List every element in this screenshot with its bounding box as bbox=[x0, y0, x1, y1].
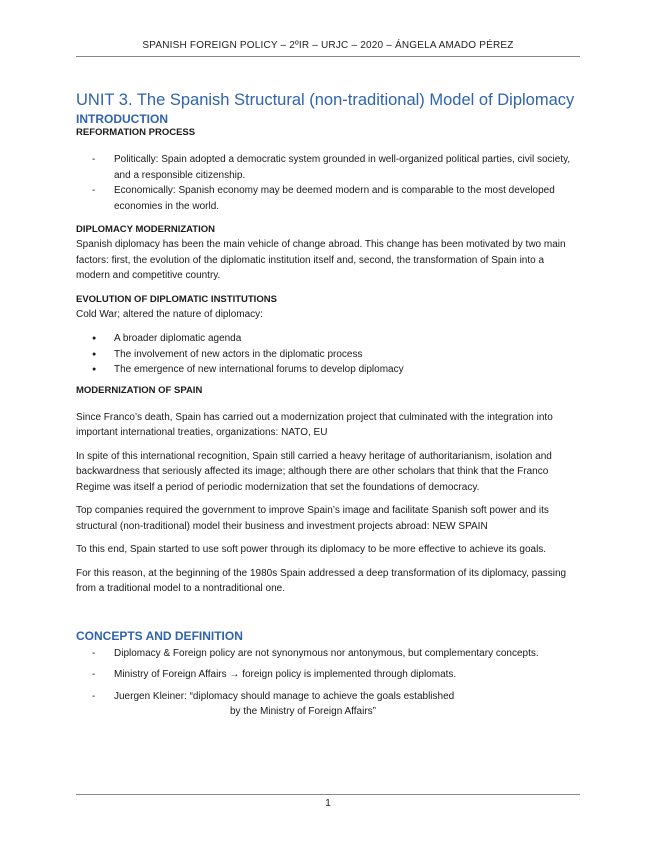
page-header: SPANISH FOREIGN POLICY – 2ºIR – URJC – 2020 – ÁNGELA AMADO PÉREZ bbox=[142, 40, 514, 51]
evolution-list bbox=[76, 331, 578, 378]
paragraph: For this reason, at the beginning of the 1980s Spain addressed a deep transformation of its diplomacy, passing from a traditional model to a nontraditional one. bbox=[76, 567, 567, 594]
list-item: - Ministry of Foreign Affairs → foreign policy is implemented through diplomats. bbox=[76, 667, 578, 683]
header-rule bbox=[76, 56, 580, 57]
diplomacy-modernization-heading: DIPLOMACY MODERNIZATION bbox=[76, 224, 215, 235]
reformation-heading: REFORMATION PROCESS bbox=[76, 127, 196, 138]
document-body bbox=[76, 90, 578, 720]
footer-rule bbox=[76, 794, 580, 795]
evolution-intro: Cold War; altered the nature of diplomacy: bbox=[76, 308, 263, 320]
paragraph: Since Franco’s death, Spain has carried out a modernization project that culminated with the integration into important international treaties, organizations: NATO, EU bbox=[76, 411, 553, 438]
paragraph: To this end, Spain started to use soft power through its diplomacy to be more effective to achieve its goals. bbox=[76, 544, 547, 555]
page-number: 1 bbox=[325, 798, 331, 809]
diplomacy-modernization-text: Spanish diplomacy has been the main vehicle of change abroad. This change has been motivated by two main factors: first, the evolution of the diplomatic institution itself and, second, the transformation of Spain into a modern and competitive country. bbox=[76, 239, 566, 281]
paragraph: In spite of this international recognition, Spain still carried a heavy heritage of authoritarianism, isolation and backwardness that seriously affected its image; although there are other scholars that think that the Franco Regime was itself a period of periodic modernization that set the foundations of democracy. bbox=[76, 450, 552, 493]
quote-line-2: by the Ministry of Foreign Affairs” bbox=[230, 706, 376, 717]
list-item: ● The involvement of new actors in the diplomatic process bbox=[76, 347, 578, 363]
list-item: - Politically: Spain adopted a democratic system grounded in well-organized political parties, civil society, and a responsible citizenship. bbox=[76, 152, 578, 183]
evolution-heading: EVOLUTION OF DIPLOMATIC INSTITUTIONS bbox=[76, 293, 277, 305]
reformation-list bbox=[76, 152, 578, 214]
introduction-heading: INTRODUCTION bbox=[76, 112, 168, 126]
quote-line-1: Juergen Kleiner: “diplomacy should manage to achieve the goals established bbox=[114, 690, 455, 702]
list-item: ● A broader diplomatic agenda bbox=[76, 331, 578, 347]
concepts-heading: CONCEPTS AND DEFINITION bbox=[76, 628, 243, 643]
list-item: ● The emergence of new international forums to develop diplomacy bbox=[76, 362, 578, 378]
modernization-spain-heading: MODERNIZATION OF SPAIN bbox=[76, 384, 203, 396]
list-item: - Economically: Spanish economy may be deemed modern and is comparable to the most developed economies in the world. bbox=[76, 183, 578, 214]
page-title: UNIT 3. The Spanish Structural (non-traditional) Model of Diplomacy bbox=[76, 91, 575, 109]
list-item: - Diplomacy & Foreign policy are not synonymous nor antonymous, but complementary concepts. bbox=[76, 646, 578, 662]
concepts-list bbox=[76, 646, 578, 720]
list-item bbox=[76, 689, 578, 720]
paragraph: Top companies required the government to improve Spain’s image and facilitate Spanish soft power and its structural (non-traditional) model their business and investment projects abroad: NEW SPAIN bbox=[76, 505, 549, 532]
